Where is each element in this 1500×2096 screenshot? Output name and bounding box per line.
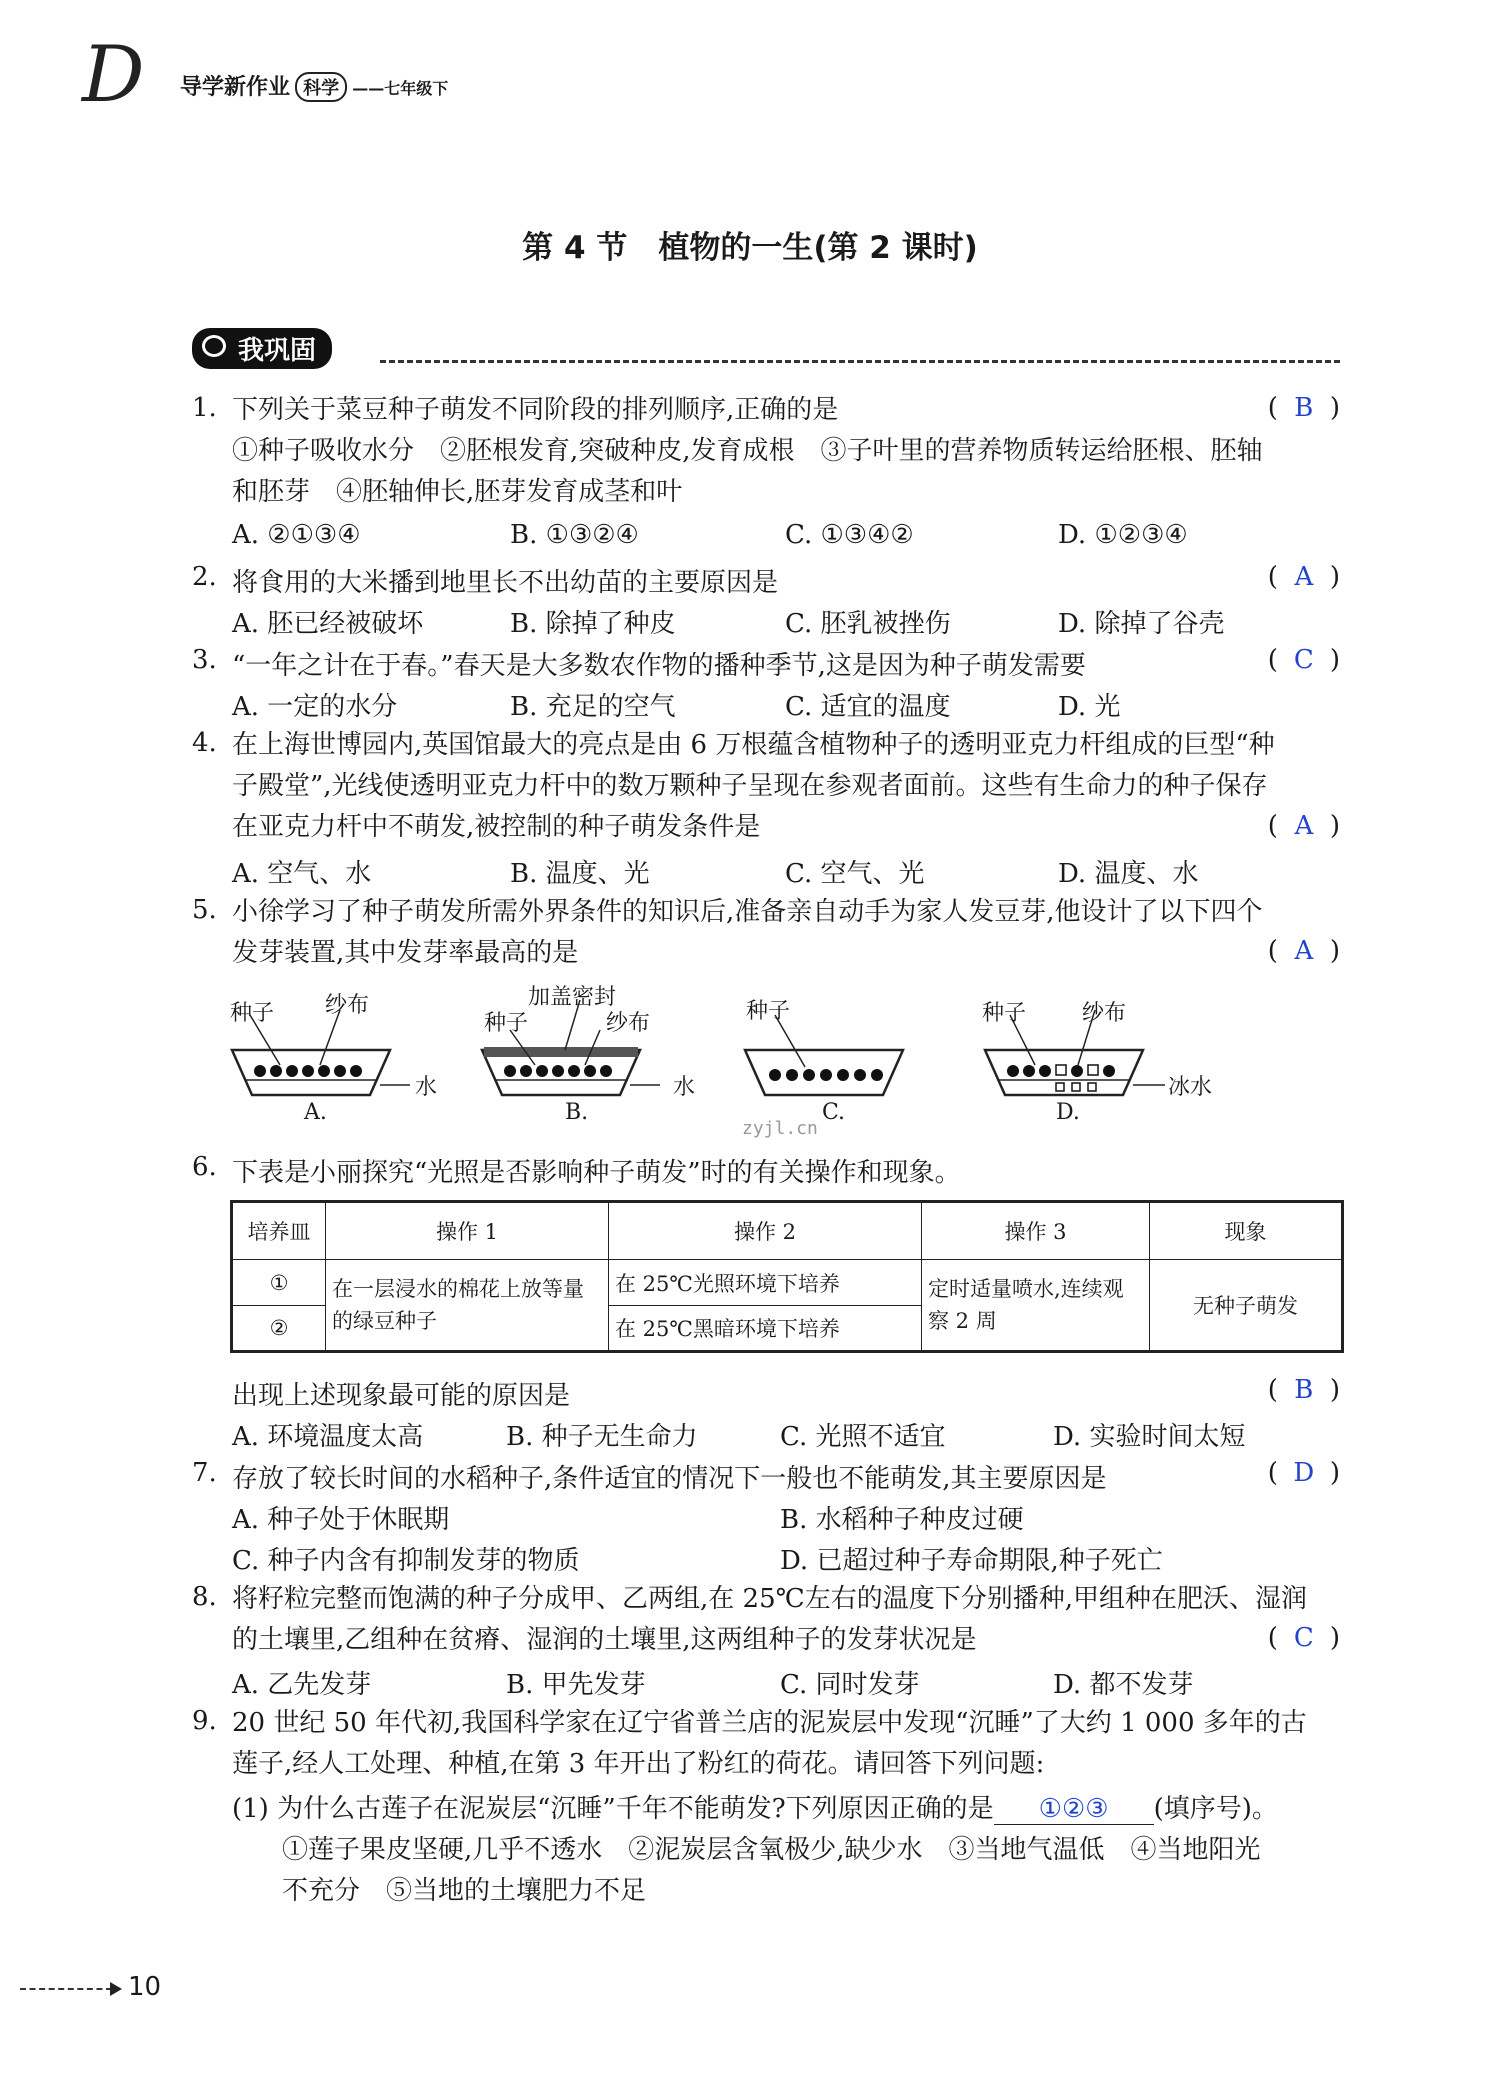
banner-dashed-line xyxy=(380,360,1340,363)
arrow-head-icon xyxy=(110,1982,122,1996)
q7-option-d: D. 已超过种子寿命期限,种子死亡 xyxy=(780,1546,1163,1576)
q6-option-c: C. 光照不适宜 xyxy=(780,1422,946,1452)
table-header: 操作 1 xyxy=(326,1202,609,1260)
q3-number: 3. xyxy=(192,645,217,675)
header-title: 导学新作业 科学 ——七年级下 xyxy=(180,70,448,102)
q9-text: 20 世纪 50 年代初,我国科学家在辽宁省普兰店的泥炭层中发现“沉睡”了大约 1 000 多年的古 莲子,经人工处理、种植,在第 3 年开出了粉红的荷花。请回答下列问题: xyxy=(232,1708,1307,1779)
q5-answer: ( A ) xyxy=(1267,936,1340,966)
q4-option-d: D. 温度、水 xyxy=(1058,859,1199,889)
consolidate-banner: 我巩固 xyxy=(192,328,332,369)
label-seed-c: 种子 xyxy=(746,999,791,1024)
q1-text: 下列关于菜豆种子萌发不同阶段的排列顺序,正确的是 ①种子吸收水分 ②胚根发育,突破种皮,发育成根 ③子叶里的营养物质转运给胚根、胚轴 和胚芽 ④胚轴伸长,胚芽发育成茎和叶 xyxy=(232,395,1263,507)
q8-number: 8. xyxy=(192,1582,217,1612)
q5-number: 5. xyxy=(192,895,217,925)
q7-option-a: A. 种子处于休眠期 xyxy=(232,1505,450,1535)
page-arrow xyxy=(20,1988,112,1990)
q8-option-d: D. 都不发芽 xyxy=(1053,1670,1194,1700)
q4-option-a: A. 空气、水 xyxy=(232,859,372,889)
label-water-b: 水 xyxy=(673,1075,696,1100)
q2-option-b: B. 除掉了种皮 xyxy=(510,609,676,639)
q8-option-c: C. 同时发芽 xyxy=(780,1670,920,1700)
book-icon xyxy=(202,335,226,357)
q3-option-c: C. 适宜的温度 xyxy=(785,692,951,722)
q9-sub1-options-line1: ①莲子果皮坚硬,几乎不透水 ②泥炭层含氧极少,缺少水 ③当地气温低 ④当地阳光 xyxy=(282,1835,1261,1865)
table-header: 培养皿 xyxy=(232,1202,326,1260)
q6-followup: 出现上述现象最可能的原因是 xyxy=(232,1381,571,1411)
table-cell: ① xyxy=(232,1260,326,1306)
caption-d: D. xyxy=(1056,1100,1080,1125)
table-cell: 无种子萌发 xyxy=(1150,1260,1343,1352)
q2-option-a: A. 胚已经被破坏 xyxy=(232,609,424,639)
q2-text: 将食用的大米播到地里长不出幼苗的主要原因是 xyxy=(232,568,779,598)
label-seal-b: 加盖密封 xyxy=(528,985,617,1010)
q8-answer: ( C ) xyxy=(1267,1623,1340,1653)
label-gauze-d: 纱布 xyxy=(1082,1001,1127,1026)
q7-option-c: C. 种子内含有抑制发芽的物质 xyxy=(232,1546,580,1576)
q6-answer: ( B ) xyxy=(1267,1375,1340,1405)
device-c xyxy=(745,1015,903,1095)
table-header: 操作 3 xyxy=(922,1202,1150,1260)
label-seed-b: 种子 xyxy=(484,1011,529,1036)
label-gauze-a: 纱布 xyxy=(325,993,370,1018)
experiment-table xyxy=(230,1200,1344,1353)
q4-number: 4. xyxy=(192,728,217,758)
watermark: zyjl.cn xyxy=(742,1118,818,1139)
q2-answer: ( A ) xyxy=(1267,562,1340,592)
q8-option-a: A. 乙先发芽 xyxy=(232,1670,372,1700)
caption-a: A. xyxy=(304,1100,327,1125)
q3-option-b: B. 充足的空气 xyxy=(510,692,676,722)
q7-text: 存放了较长时间的水稻种子,条件适宜的情况下一般也不能萌发,其主要原因是 xyxy=(232,1464,1107,1494)
q2-option-c: C. 胚乳被挫伤 xyxy=(785,609,951,639)
q4-answer: ( A ) xyxy=(1267,811,1340,841)
q9-sub1-options-line2: 不充分 ⑤当地的土壤肥力不足 xyxy=(282,1876,647,1906)
q3-text: “一年之计在于春。”春天是大多数农作物的播种季节,这是因为种子萌发需要 xyxy=(232,651,1086,681)
q8-text: 将籽粒完整而饱满的种子分成甲、乙两组,在 25℃左右的温度下分别播种,甲组种在肥沃、湿润 的土壤里,乙组种在贫瘠、湿润的土壤里,这两组种子的发芽状况是 xyxy=(232,1584,1307,1655)
q3-answer: ( C ) xyxy=(1267,645,1340,675)
table-cell: 在一层浸水的棉花上放等量的绿豆种子 xyxy=(326,1260,609,1352)
q2-number: 2. xyxy=(192,562,217,592)
q9-number: 9. xyxy=(192,1706,217,1736)
q4-option-c: C. 空气、光 xyxy=(785,859,925,889)
q6-option-d: D. 实验时间太短 xyxy=(1053,1422,1246,1452)
caption-b: B. xyxy=(565,1100,589,1125)
q3-option-d: D. 光 xyxy=(1058,692,1121,722)
label-seed-d: 种子 xyxy=(982,1001,1027,1026)
q1-answer: ( B ) xyxy=(1267,393,1340,423)
q7-option-b: B. 水稻种子种皮过硬 xyxy=(780,1505,1024,1535)
q6-text: 下表是小丽探究“光照是否影响种子萌发”时的有关操作和现象。 xyxy=(232,1158,961,1188)
q1-number: 1. xyxy=(192,393,217,423)
section-title: 第 4 节 植物的一生(第 2 课时) xyxy=(522,230,978,266)
q7-answer: ( D ) xyxy=(1267,1458,1340,1488)
q1-option-d: D. ①②③④ xyxy=(1058,520,1188,550)
q4-option-b: B. 温度、光 xyxy=(510,859,650,889)
table-header: 现象 xyxy=(1150,1202,1343,1260)
caption-c: C. xyxy=(822,1100,846,1125)
table-header: 操作 2 xyxy=(609,1202,922,1260)
table-cell: ② xyxy=(232,1306,326,1352)
label-gauze-b: 纱布 xyxy=(606,1011,651,1036)
q7-number: 7. xyxy=(192,1458,217,1488)
subject-badge: 科学 xyxy=(295,72,347,102)
q9-sub1: (1) 为什么古莲子在泥炭层“沉睡”千年不能萌发?下列原因正确的是 ①②③ (填序号)。 xyxy=(232,1794,1278,1824)
q9-sub1-blank: ①②③ xyxy=(994,1794,1154,1825)
q6-option-b: B. 种子无生命力 xyxy=(506,1422,698,1452)
q2-option-d: D. 除掉了谷壳 xyxy=(1058,609,1225,639)
label-seed-a: 种子 xyxy=(230,1001,275,1026)
q8-option-b: B. 甲先发芽 xyxy=(506,1670,646,1700)
q1-option-b: B. ①③②④ xyxy=(510,520,639,550)
q1-option-c: C. ①③④② xyxy=(785,520,914,550)
table-cell: 在 25℃黑暗环境下培养 xyxy=(609,1306,922,1352)
table-cell: 定时适量喷水,连续观察 2 周 xyxy=(922,1260,1150,1352)
label-ice-water-d: 冰水 xyxy=(1168,1075,1213,1100)
table-cell: 在 25℃光照环境下培养 xyxy=(609,1260,922,1306)
page-number: 10 xyxy=(128,1972,162,2002)
label-water-a: 水 xyxy=(415,1075,438,1100)
q3-option-a: A. 一定的水分 xyxy=(232,692,398,722)
q6-number: 6. xyxy=(192,1152,217,1182)
q4-text: 在上海世博园内,英国馆最大的亮点是由 6 万根蕴含植物种子的透明亚克力杆组成的巨型“种 子殿堂”,光线使透明亚克力杆中的数万颗种子呈现在参观者面前。这些有生命力的种子保存 在亚克力杆中不萌发,被控制的种子萌发条件是 xyxy=(232,730,1275,842)
header-logo-letter: D xyxy=(82,30,145,120)
q1-option-a: A. ②①③④ xyxy=(232,520,361,550)
q5-text: 小徐学习了种子萌发所需外界条件的知识后,准备亲自动手为家人发豆芽,他设计了以下四个 发芽装置,其中发芽率最高的是 xyxy=(232,897,1263,968)
q6-option-a: A. 环境温度太高 xyxy=(232,1422,424,1452)
